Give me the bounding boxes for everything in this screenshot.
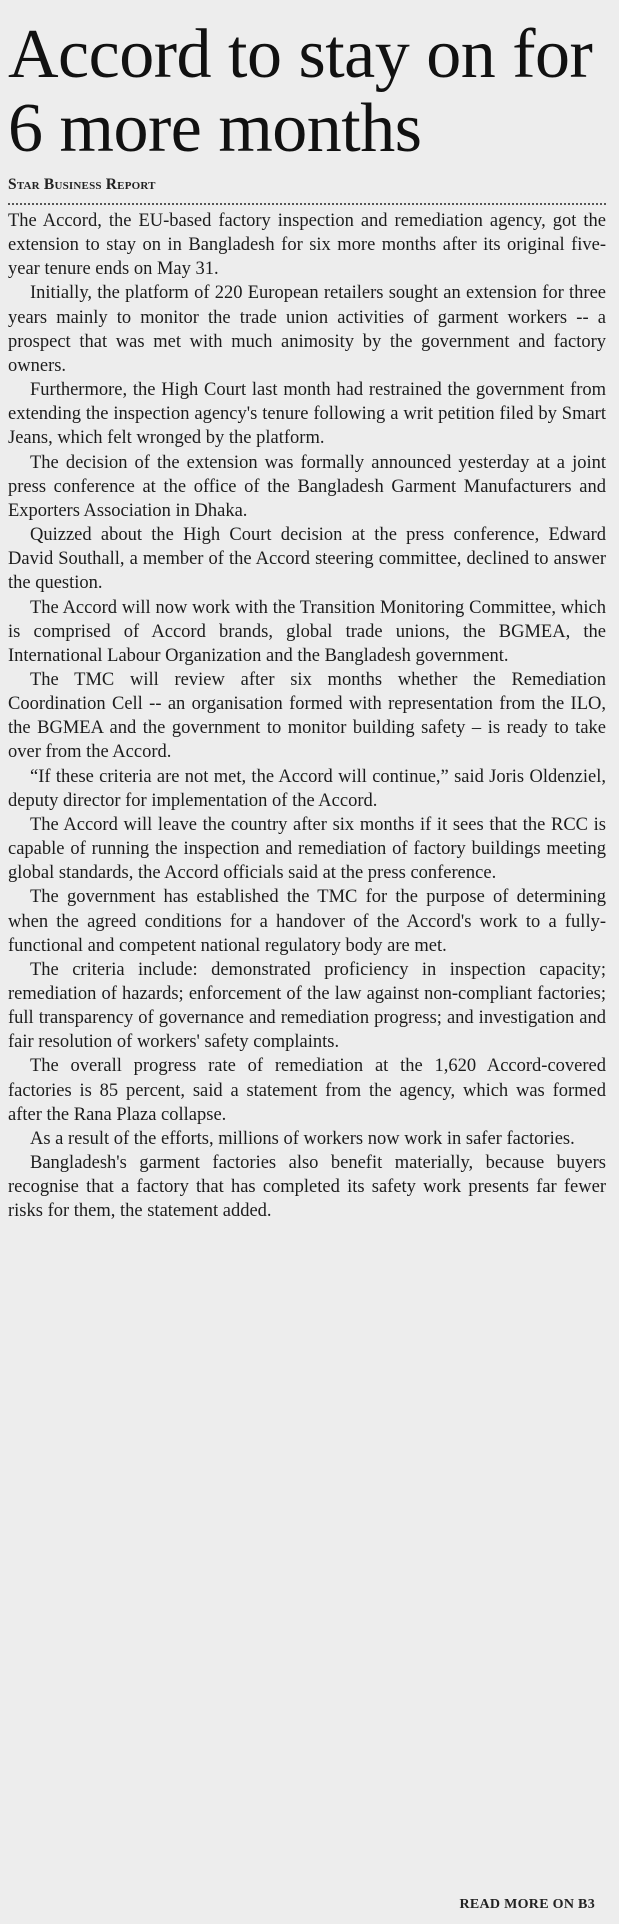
paragraph: The Accord, the EU-based factory inspection and remediation agency, got the extension to stay on in Bangladesh for six more months after its original five-year tenure ends on May 31. bbox=[8, 211, 606, 280]
paragraph: As a result of the efforts, millions of workers now work in safer factories. bbox=[30, 1128, 575, 1149]
paragraph: The overall progress rate of remediation at the 1,620 Accord-covered factories is 85 percent, said a statement from the agency, which was formed after the Rana Plaza collapse. bbox=[8, 1056, 606, 1125]
paragraph: Quizzed about the High Court decision at the press conference, Edward David Southall, a member of the Accord steering committee, declined to answer the question. bbox=[8, 525, 606, 594]
paragraph: Initially, the platform of 220 European retailers sought an extension for three years mainly to monitor the trade union activities of garment workers -- a prospect that was met with much animosity by the government and factory owners. bbox=[8, 283, 606, 376]
paragraph: The decision of the extension was formally announced yesterday at a joint press conference at the office of the Bangladesh Garment Manufacturers and Exporters Association in Dhaka. bbox=[8, 452, 606, 521]
headline: Accord to stay on for 6 more months bbox=[8, 16, 593, 167]
paragraph: The criteria include: demonstrated proficiency in inspection capacity; remediation of hazards; enforcement of the law against non-compliant factories; full transparency of governance and remediation progress; and investigation and fair resolution of workers' safety complaints. bbox=[8, 959, 606, 1053]
article-body bbox=[8, 209, 606, 1224]
paragraph: The Accord will leave the country after six months if it sees that the RCC is capable of running the inspection and remediation of factory buildings meeting global standards, the Accord officials said at the press conference. bbox=[8, 814, 606, 884]
paragraph: Furthermore, the High Court last month had restrained the government from extending the inspection agency's tenure following a writ petition filed by Smart Jeans, which felt wronged by the platform. bbox=[8, 380, 606, 449]
paragraph: The Accord will now work with the Transition Monitoring Committee, which is comprised of Accord brands, global trade unions, the BGMEA, the International Labour Organization and the Bangladesh government. bbox=[8, 597, 606, 666]
paragraph: Bangladesh's garment factories also benefit materially, because buyers recognise that a factory that has completed its safety work presents far fewer risks for them, the statement added. bbox=[8, 1153, 606, 1222]
read-more-link[interactable]: READ MORE ON B3 bbox=[459, 1897, 595, 1912]
dotted-divider bbox=[8, 203, 606, 205]
byline: Star Business Report bbox=[8, 176, 156, 193]
paragraph: The government has established the TMC for the purpose of determining when the agreed conditions for a handover of the Accord's work to a fully-functional and competent national regulatory body are met. bbox=[8, 887, 606, 956]
paragraph: “If these criteria are not met, the Accord will continue,” said Joris Oldenziel, deputy director for implementation of the Accord. bbox=[8, 766, 606, 811]
paragraph: The TMC will review after six months whether the Remediation Coordination Cell -- an organisation formed with representation from the ILO, the BGMEA and the government to monitor building safety – is ready to take over from the Accord. bbox=[8, 669, 606, 763]
